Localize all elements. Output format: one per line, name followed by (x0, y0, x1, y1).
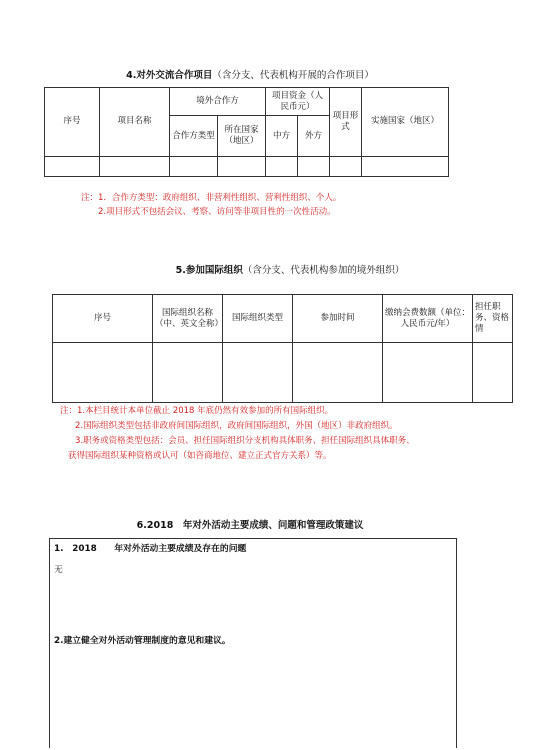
section4-title: 4.对外交流合作项目（含分支、代表机构开展的合作项目） (126, 70, 374, 81)
note-line: 注：1．合作方类型：政府组织、非营利性组织、营利性组织、个人。 (81, 193, 342, 203)
table-cell (362, 156, 449, 176)
table-cell (153, 343, 223, 403)
table-cell (218, 156, 266, 176)
section5-notes (60, 404, 415, 464)
note-line: 注：1.本栏目统计本单位截止 2018 年底仍然有效参加的所有国际组织。 (60, 406, 334, 416)
international-orgs-table (52, 294, 513, 403)
section5-title: 5.参加国际组织（含分支、代表机构参加的境外组织） (175, 265, 405, 276)
header-seq: 序号 (45, 88, 100, 157)
table-cell (293, 343, 383, 403)
header-org-name: 国际组织名称（中、英文全称） (153, 295, 223, 343)
note-line: 2.项目形式不包括会议、考察、访问等非项目性的一次性活动。 (98, 207, 336, 217)
table-cell (383, 343, 473, 403)
note-line: 获得国际组织某种资格或认可（如咨商地位、建立正式官方关系）等。 (68, 451, 332, 461)
table-cell (223, 343, 293, 403)
answer-1: 无 (54, 565, 63, 575)
header-position: 担任职务、资格情 (473, 295, 513, 343)
header-cn-side: 中方 (266, 116, 298, 156)
header-project-funds: 项目资金（人民币元） (266, 88, 330, 116)
table-cell (266, 156, 298, 176)
table-cell (170, 156, 218, 176)
question-2: 2.建立健全对外活动管理制度的意见和建议。 (54, 636, 231, 646)
header-impl-country: 实施国家（地区） (362, 88, 449, 157)
table-cell (330, 156, 362, 176)
table-cell (53, 343, 153, 403)
note-line: 3.职务或资格类型包括：会员、担任国际组织分支机构具体职务、担任国际组织具体职务、 (75, 436, 415, 446)
header-foreign-party: 境外合作方 (170, 88, 266, 116)
table-cell (473, 343, 513, 403)
header-seq: 序号 (53, 295, 153, 343)
section4-notes (81, 191, 341, 219)
note-line: 2.国际组织类型包括非政府间国际组织，政府间国际组织，外国（地区）非政府组织。 (75, 421, 398, 431)
question-1: 1. 2018 年对外活动主要成绩及存在的问题 (54, 544, 247, 554)
header-org-type: 国际组织类型 (223, 295, 293, 343)
table-cell (45, 156, 100, 176)
header-project-name: 项目名称 (100, 88, 170, 157)
header-party-country: 所在国家（地区） (218, 116, 266, 156)
header-join-time: 参加时间 (293, 295, 383, 343)
header-project-form: 项目形式 (330, 88, 362, 157)
table-cell (100, 156, 170, 176)
summary-box (49, 538, 457, 748)
header-party-type: 合作方类型 (170, 116, 218, 156)
header-foreign-side: 外方 (298, 116, 330, 156)
cooperation-projects-table (44, 87, 449, 177)
section6-title: 6.2018 年对外活动主要成绩、问题和管理政策建议 (136, 520, 364, 531)
table-cell (298, 156, 330, 176)
header-fee: 缴纳会费数额（单位：人民币元/年） (383, 295, 473, 343)
